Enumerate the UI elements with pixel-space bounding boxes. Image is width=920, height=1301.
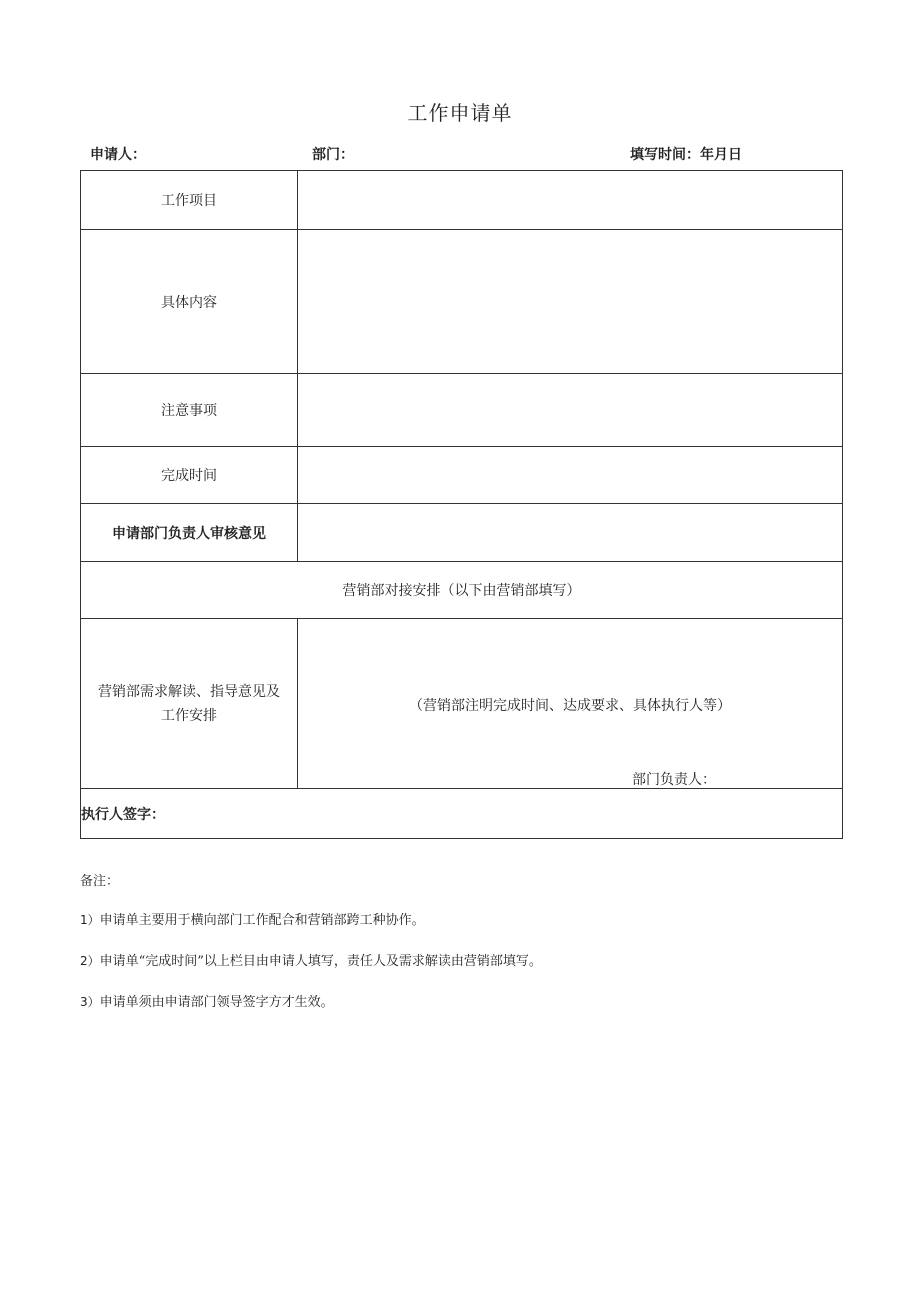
review-opinion-label: 申请部门负责人审核意见 (81, 504, 298, 562)
table-row (81, 619, 843, 789)
marketing-arrangement-label (81, 619, 298, 789)
list-item (80, 909, 542, 928)
marketing-arrangement-field[interactable] (298, 619, 843, 789)
remark-number: 2） (80, 954, 100, 968)
application-form-table (80, 170, 843, 839)
table-row (81, 374, 843, 447)
table-row (81, 789, 843, 839)
remarks-title: 备注： (80, 874, 120, 889)
review-opinion-field[interactable] (298, 504, 843, 562)
table-row (81, 504, 843, 562)
completion-time-field[interactable] (298, 447, 843, 504)
remark-text: 申请单须由申请部门领导签字方才生效。 (99, 995, 334, 1010)
remark-text: 申请单“完成时间”以上栏目由申请人填写，责任人及需求解读由营销部填写。 (99, 954, 542, 969)
department-label: 部门： (312, 147, 354, 163)
content-label: 具体内容 (81, 230, 298, 374)
table-row (81, 447, 843, 504)
table-row (81, 171, 843, 230)
remark-number: 1） (80, 913, 100, 927)
content-field[interactable] (298, 230, 843, 374)
notes-label: 注意事项 (81, 374, 298, 447)
department-head-sign-label: 部门负责人： (632, 772, 716, 788)
applicant-label: 申请人： (90, 147, 146, 163)
executor-signature-field[interactable]: 执行人签字： (81, 789, 843, 839)
completion-time-label: 完成时间 (81, 447, 298, 504)
list-item (80, 950, 542, 969)
table-row (81, 562, 843, 619)
table-row (81, 230, 843, 374)
notes-field[interactable] (298, 374, 843, 447)
work-item-field[interactable] (298, 171, 843, 230)
marketing-note: （营销部注明完成时间、达成要求、具体执行人等） (409, 698, 731, 714)
remarks-section (80, 870, 542, 1032)
marketing-label-line2: 工作安排 (161, 707, 217, 724)
fill-date-label: 填写时间：年月日 (630, 147, 742, 163)
page-title: 工作申请单 (407, 101, 513, 125)
marketing-label-line1: 营销部需求解读、指导意见及 (98, 683, 280, 700)
remark-number: 3） (80, 995, 100, 1009)
remark-text: 申请单主要用于横向部门工作配合和营销部跨工种协作。 (99, 913, 425, 928)
list-item (80, 991, 542, 1010)
work-item-label: 工作项目 (81, 171, 298, 230)
marketing-section-header: 营销部对接安排（以下由营销部填写） (81, 562, 843, 619)
